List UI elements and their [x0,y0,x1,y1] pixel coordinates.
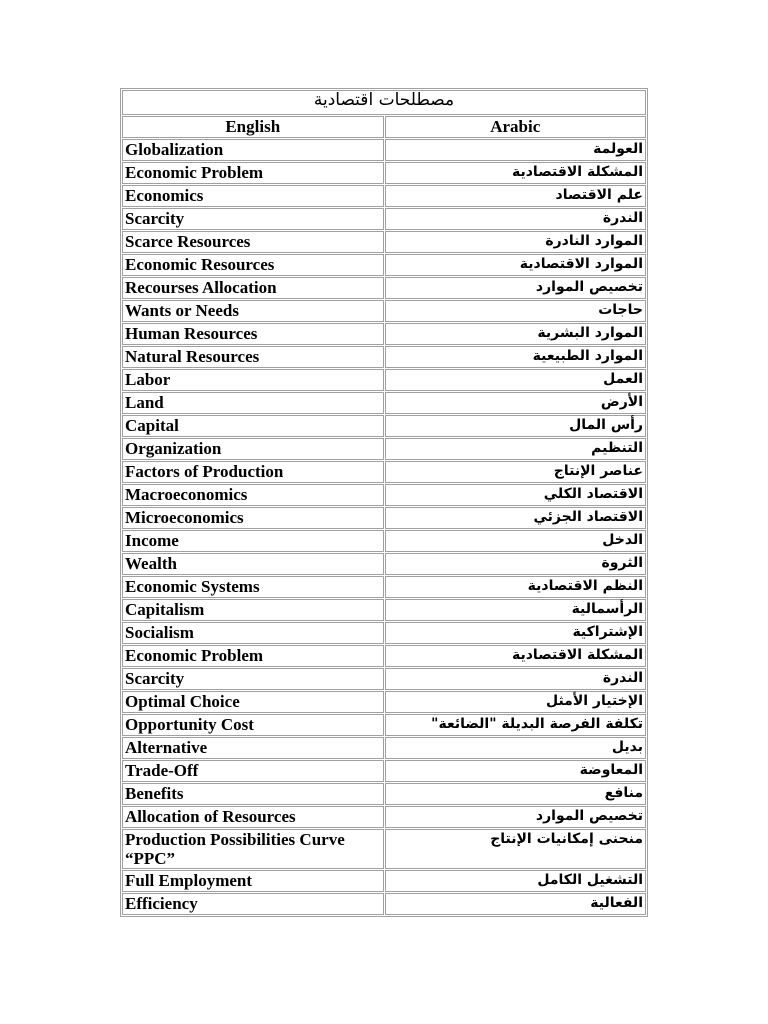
arabic-term: علم الاقتصاد [385,185,647,207]
header-row [122,116,646,138]
table-row [122,783,646,805]
table-row [122,185,646,207]
table-row [122,208,646,230]
table-row [122,530,646,552]
arabic-term: الفعالية [385,893,647,915]
english-term: Opportunity Cost [122,714,384,736]
table-row [122,461,646,483]
english-term: Allocation of Resources [122,806,384,828]
table-row [122,415,646,437]
table-row [122,806,646,828]
table-row [122,139,646,161]
table-row [122,231,646,253]
table-row [122,870,646,892]
arabic-term: الندرة [385,668,647,690]
english-term: Organization [122,438,384,460]
arabic-term: المعاوضة [385,760,647,782]
table-row [122,300,646,322]
english-term: Economic Resources [122,254,384,276]
table-row [122,691,646,713]
arabic-term: الإشتراكية [385,622,647,644]
table-row [122,760,646,782]
english-term: Human Resources [122,323,384,345]
english-term: Optimal Choice [122,691,384,713]
table-row [122,438,646,460]
table-row [122,162,646,184]
english-term: Natural Resources [122,346,384,368]
english-term: Economic Problem [122,162,384,184]
arabic-term: حاجات [385,300,647,322]
english-term: Capital [122,415,384,437]
arabic-term: الرأسمالية [385,599,647,621]
english-term: Capitalism [122,599,384,621]
arabic-term: الموارد الطبيعية [385,346,647,368]
table-row [122,599,646,621]
english-term: Scarcity [122,208,384,230]
arabic-term: النظم الاقتصادية [385,576,647,598]
english-term: Wants or Needs [122,300,384,322]
arabic-term: الثروة [385,553,647,575]
english-term: Economic Systems [122,576,384,598]
arabic-term: التشغيل الكامل [385,870,647,892]
arabic-term: تكلفة الفرصة البديلة "الضائعة" [385,714,647,736]
arabic-term: الإختيار الأمثل [385,691,647,713]
arabic-term: الموارد الاقتصادية [385,254,647,276]
table-row [122,622,646,644]
arabic-term: تخصيص الموارد [385,806,647,828]
arabic-term: عناصر الإنتاج [385,461,647,483]
column-header-english: English [122,116,384,138]
english-term: Labor [122,369,384,391]
column-header-arabic: Arabic [385,116,647,138]
arabic-term: الموارد النادرة [385,231,647,253]
table-row [122,893,646,915]
english-term: Alternative [122,737,384,759]
arabic-term: منافع [385,783,647,805]
english-term: Microeconomics [122,507,384,529]
english-term: Scarcity [122,668,384,690]
title-row [122,90,646,115]
table-row [122,254,646,276]
arabic-term: رأس المال [385,415,647,437]
english-term: Trade-Off [122,760,384,782]
english-term: Economics [122,185,384,207]
english-term: Recourses Allocation [122,277,384,299]
arabic-term: الاقتصاد الجزئي [385,507,647,529]
english-term: Income [122,530,384,552]
table-row [122,714,646,736]
table-row [122,392,646,414]
english-term: Production Possibilities Curve “PPC” [122,829,384,869]
english-term: Factors of Production [122,461,384,483]
table-row [122,323,646,345]
arabic-term: منحنى إمكانيات الإنتاج [385,829,647,869]
english-term: Wealth [122,553,384,575]
table-row [122,645,646,667]
table-row [122,553,646,575]
table-body [122,139,646,915]
arabic-term: التنظيم [385,438,647,460]
english-term: Full Employment [122,870,384,892]
arabic-term: المشكلة الاقتصادية [385,645,647,667]
table-row [122,829,646,869]
english-term: Economic Problem [122,645,384,667]
english-term: Socialism [122,622,384,644]
english-term: Land [122,392,384,414]
table-row [122,277,646,299]
english-term: Macroeconomics [122,484,384,506]
arabic-term: العمل [385,369,647,391]
arabic-term: الموارد البشرية [385,323,647,345]
table-row [122,369,646,391]
table-row [122,346,646,368]
arabic-term: العولمة [385,139,647,161]
table-row [122,484,646,506]
english-term: Efficiency [122,893,384,915]
arabic-term: المشكلة الاقتصادية [385,162,647,184]
economic-terms-table [120,88,648,917]
arabic-term: الندرة [385,208,647,230]
table-row [122,507,646,529]
arabic-term: تخصيص الموارد [385,277,647,299]
table-title: مصطلحات اقتصادية [122,90,646,115]
arabic-term: الاقتصاد الكلي [385,484,647,506]
arabic-term: الدخل [385,530,647,552]
table-row [122,668,646,690]
english-term: Globalization [122,139,384,161]
arabic-term: بديل [385,737,647,759]
arabic-term: الأرض [385,392,647,414]
table-row [122,576,646,598]
english-term: Benefits [122,783,384,805]
english-term: Scarce Resources [122,231,384,253]
table-row [122,737,646,759]
